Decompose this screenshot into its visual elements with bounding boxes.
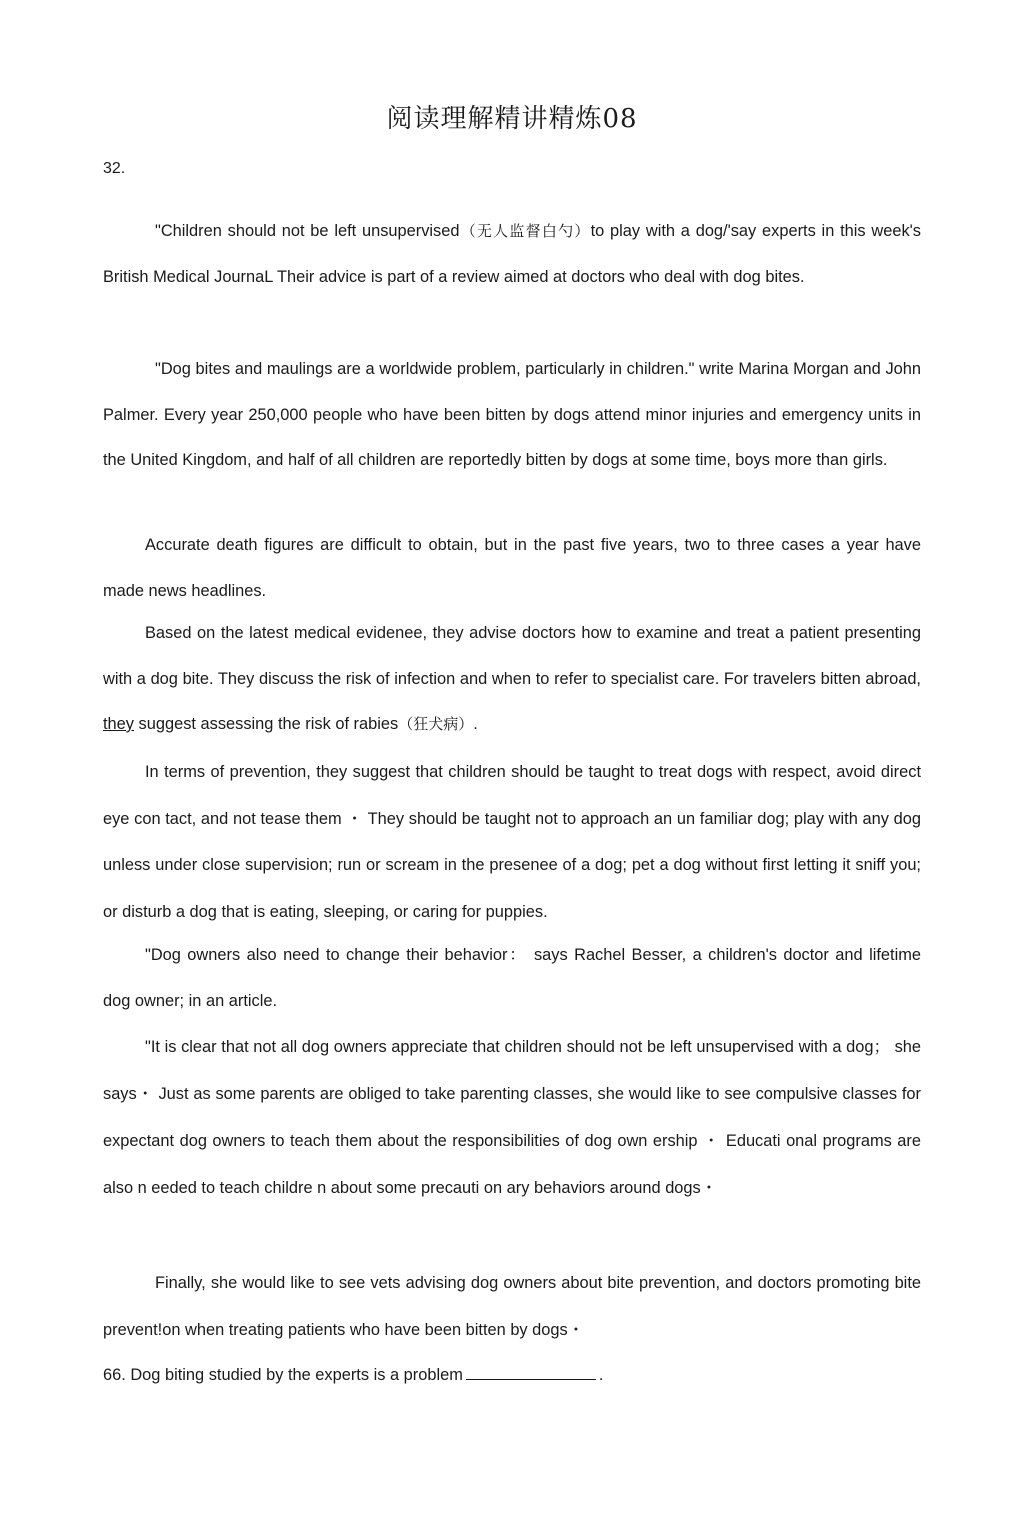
paragraph-4-text-a: Based on the latest medical evidenee, they advise doctors how to examine and treat a patient presenting with a dog bite. They discuss the risk of infection and when to refer to specialist care. For travelers bitten abroad, <box>103 624 921 688</box>
question-number: 32. <box>103 160 126 177</box>
paragraph-2: "Dog bites and maulings are a worldwide problem, particularly in children." write Marina Morgan and John Palmer. Every year 250,000 people who have been bitten by dogs attend minor injuries and emergency units in the United Kingdom, and half of all children are reportedly bitten by dogs at some time, boys more than girls. <box>103 360 921 469</box>
paragraph-1 <box>103 209 921 300</box>
paragraph-1-text-a: "Children should not be left unsupervised <box>155 222 460 240</box>
paragraph-3: Accurate death figures are difficult to obtain, but in the past five years, two to three cases a year have made news headlines. <box>103 536 921 600</box>
paragraph-1-cjk: （无人监督白勺） <box>459 222 591 240</box>
paragraph-1-text-b: to play with a dog/'say experts in this week's British Medical JournaL Their advice is part of a review aimed at doctors who deal with dog bites. <box>103 222 921 286</box>
underlined-word: they <box>103 715 134 733</box>
paragraph-4-text-c: . <box>473 715 478 733</box>
paragraph-4 <box>103 611 921 748</box>
answer-blank[interactable] <box>466 1365 596 1380</box>
paragraph-7: "It is clear that not all dog owners appreciate that children should not be left unsupervised with a dog； she says・ Just as some parents are obliged to take parenting classes, she would like to see compulsive classes for expectant dog owners to teach them about the responsibilities of dog own ership ・ Educati onal programs are also n eeded to teach childre n about some precauti on ary behaviors around dogs・ <box>103 1038 921 1197</box>
paragraph-8: Finally, she would like to see vets advising dog owners about bite prevention, and doctors promoting bite prevent!on when treating patients who have been bitten by dogs・ <box>103 1274 921 1339</box>
question-66 <box>103 1353 921 1399</box>
question-text: 66. Dog biting studied by the experts is a problem <box>103 1366 463 1384</box>
page-title: 阅读理解精讲精炼08 <box>386 104 638 134</box>
paragraph-5: In terms of prevention, they suggest that children should be taught to treat dogs with respect, avoid direct eye con tact, and not tease them ・ They should be taught not to approach an un familiar dog; play with any dog unless under close supervision; run or scream in the presenee of a dog; pet a dog without first letting it sniff you; or disturb a dog that is eating, sleeping, or caring for puppies. <box>103 763 921 921</box>
question-end: . <box>598 1366 604 1384</box>
paragraph-6: "Dog owners also need to change their behavior： says Rachel Besser, a children's doctor and lifetime dog owner; in an article. <box>103 946 921 1010</box>
paragraph-4-text-b: suggest assessing the risk of rabies <box>138 715 399 733</box>
paragraph-4-cjk: （狂犬病） <box>398 715 474 733</box>
